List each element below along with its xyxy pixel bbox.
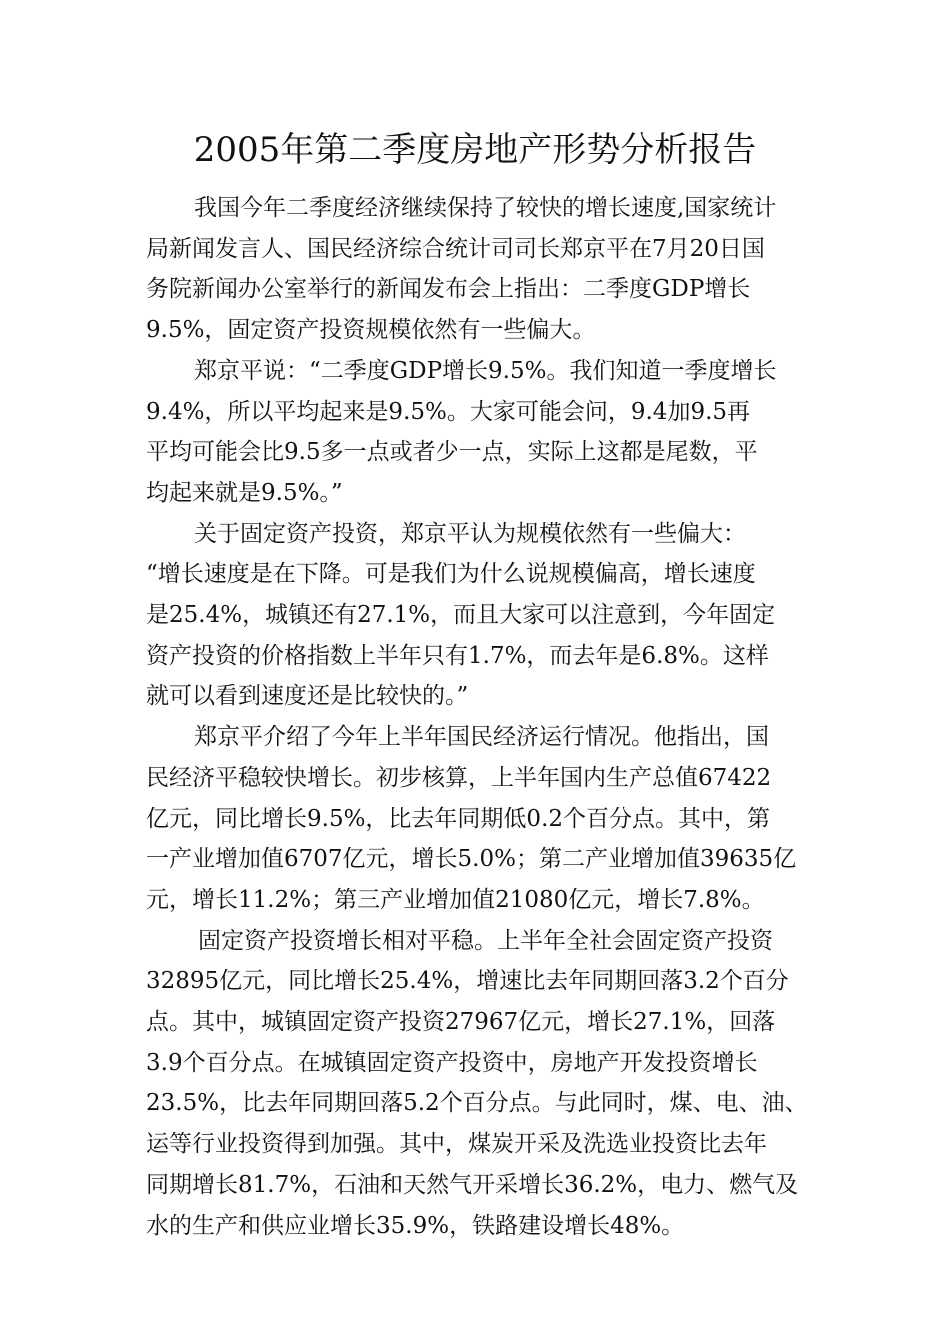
- paragraph-line: 运等行业投资得到加强。其中，煤炭开采及洗选业投资比去年: [146, 1131, 767, 1158]
- paragraph-line: 固定资产投资增长相对平稳。上半年全社会固定资产投资: [198, 927, 773, 954]
- paragraph-line: 元，增长11.2%；第三产业增加值21080亿元，增长7.8%。: [146, 886, 765, 913]
- paragraph-line: 务院新闻办公室举行的新闻发布会上指出：二季度GDP增长: [146, 276, 751, 303]
- paragraph-line: 3.9个百分点。在城镇固定资产投资中，房地产开发投资增长: [146, 1049, 758, 1076]
- paragraph-line: 32895亿元，同比增长25.4%，增速比去年同期回落3.2个百分: [146, 968, 789, 995]
- paragraph-line: 均起来就是9.5%。”: [146, 479, 343, 506]
- paragraph-line: 民经济平稳较快增长。初步核算，上半年国内生产总值67422: [146, 764, 772, 791]
- paragraph-line: 亿元，同比增长9.5%，比去年同期低0.2个百分点。其中，第: [146, 805, 771, 832]
- paragraph-line: 是25.4%，城镇还有27.1%，而且大家可以注意到，今年固定: [146, 602, 776, 629]
- paragraph-1: [146, 188, 814, 351]
- paragraph-5: [146, 921, 814, 1247]
- paragraph-line: “增长速度是在下降。可是我们为什么说规模偏高，增长速度: [146, 561, 756, 588]
- paragraph-line: 水的生产和供应业增长35.9%，铁路建设增长48%。: [146, 1212, 685, 1239]
- paragraph-line: 同期增长81.7%，石油和天然气开采增长36.2%，电力、燃气及: [146, 1171, 799, 1198]
- paragraph-line: 9.4%，所以平均起来是9.5%。大家可能会问，9.4加9.5再: [146, 398, 751, 425]
- paragraph-line: 点。其中，城镇固定资产投资27967亿元，增长27.1%，回落: [146, 1009, 776, 1036]
- paragraph-line: 资产投资的价格指数上半年只有1.7%，而去年是6.8%。这样: [146, 642, 769, 669]
- paragraph-line: 郑京平说：“二季度GDP增长9.5%。我们知道一季度增长: [194, 357, 777, 384]
- paragraph-line: 9.5%，固定资产投资规模依然有一些偏大。: [146, 317, 596, 344]
- paragraph-line: 23.5%，比去年同期回落5.2个百分点。与此同时，煤、电、油、: [146, 1090, 808, 1117]
- paragraph-4: [146, 717, 814, 921]
- paragraph-line: 一产业增加值6707亿元，增长5.0%；第二产业增加值39635亿: [146, 846, 797, 873]
- paragraph-3: [146, 514, 814, 718]
- paragraph-line: 关于固定资产投资，郑京平认为规模依然有一些偏大：: [194, 520, 746, 547]
- paragraph-line: 平均可能会比9.5多一点或者少一点，实际上这都是尾数，平: [146, 439, 758, 466]
- paragraph-line: 郑京平介绍了今年上半年国民经济运行情况。他指出，国: [194, 724, 769, 751]
- paragraph-line: 就可以看到速度还是比较快的。”: [146, 683, 469, 710]
- document-title: 2005年第二季度房地产形势分析报告: [193, 130, 757, 170]
- paragraph-line: 我国今年二季度经济继续保持了较快的增长速度,国家统计: [194, 195, 777, 221]
- paragraph-2: [146, 351, 814, 514]
- document-body: [146, 188, 814, 1246]
- paragraph-line: 局新闻发言人、国民经济综合统计司司长郑京平在7月20日国: [146, 235, 765, 262]
